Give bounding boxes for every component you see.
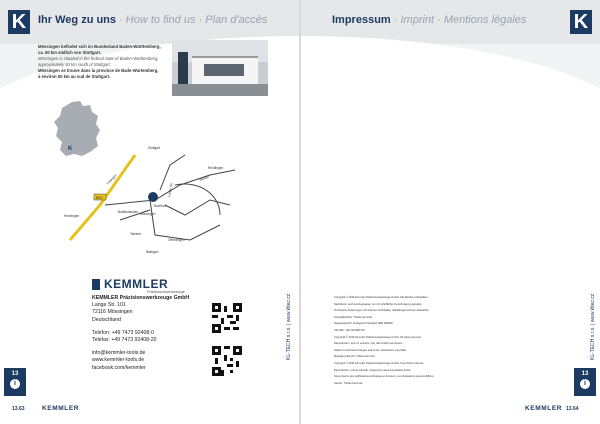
imprint-paragraph: Copyright © 2016 Kemmler Präzisionswerkzeuge GmbH. Alle Rechte vorbehalten. [334, 296, 429, 299]
chapter-number: 13 [11, 371, 19, 377]
title-main: Impressum [332, 14, 391, 26]
footer-brand: KEMMLER [525, 405, 563, 412]
location-intro [38, 44, 168, 80]
intro-en-2: approximately 50 km south of Stuttgart. [38, 62, 111, 67]
imprint-paragraph: Managing director: Tobias Kemmler [334, 355, 375, 359]
map-label-belsen: Belsen [198, 174, 210, 182]
map-label-reutlingen: Reutlingen [208, 166, 224, 170]
vertical-url: KL-TECH s.r.o. | www.kltec.cz [590, 293, 596, 360]
company-email-link[interactable]: info@kemmler-tools.de [92, 350, 146, 357]
map-label-bahnhof: Bahnhof [154, 204, 166, 208]
imprint-paragraph: Copyright © 2016 Kemmler Präzisionswerkzeuge GmbH. Tous droits réservés. [334, 361, 425, 365]
location-pin-icon [148, 192, 158, 202]
imprint-paragraph: Reproduction, même partielle, uniquement avec autorisation écrite. [334, 368, 411, 372]
page-number: 13.63 [12, 406, 25, 412]
map-label-b27: B27 [96, 195, 104, 200]
company-name: KEMMLER Präzisionswerkzeuge GmbH [92, 295, 190, 301]
kemmler-mark-icon [92, 279, 100, 290]
svg-text:K: K [68, 146, 73, 152]
company-fax: Telefax: +49 7473 92408-20 [92, 337, 157, 344]
spine-divider [299, 0, 301, 424]
footer-brand: KEMMLER [42, 405, 80, 412]
company-facebook-link[interactable]: facebook.com/kemmler [92, 364, 146, 371]
intro-en-1: Mössingen is situated in the federal state of Baden-Württemberg, [38, 56, 159, 61]
map-label-moessingen: Mössingen [140, 212, 156, 216]
brand-name: KEMMLER [104, 277, 169, 291]
brand-tagline: Präzisionswerkzeuge [147, 289, 185, 294]
info-icon: i [10, 379, 20, 389]
page-title [38, 14, 267, 26]
intro-de-2: ca. 50 km südlich von Stuttgart. [38, 50, 102, 55]
page-title [332, 14, 526, 26]
map-label-ofterdingen: Ofterdingen [168, 238, 185, 242]
company-address [92, 295, 189, 372]
imprint-paragraph: Nachdruck, auch auszugsweise, nur mit schriftlicher Genehmigung gestattet. [334, 302, 423, 306]
imprint-paragraph: Copyright © 2016 Kemmler Präzisionswerkzeuge GmbH. All rights reserved. [334, 335, 422, 339]
brand-logo-icon: K [8, 10, 30, 34]
info-icon: i [580, 379, 590, 389]
map-label-balingen: Balingen [146, 250, 159, 254]
chapter-tab[interactable] [4, 368, 26, 396]
title-sub: · Imprint · Mentions légales [390, 14, 527, 26]
page-number: 13.64 [566, 406, 579, 412]
qr-code-contact-icon [212, 303, 242, 333]
company-street: Lange Str. 101 [92, 302, 126, 309]
map-label-lange-str: Lange Str. [167, 182, 174, 198]
map-label-talheim: Talheim [130, 232, 141, 236]
directions-map [60, 145, 250, 255]
company-city: 72116 Mössingen [92, 309, 133, 316]
title-main: Ihr Weg zu uns [38, 14, 117, 26]
vertical-url: KL-TECH s.r.o. | www.kltec.cz [286, 293, 292, 360]
intro-de-1: Mössingen befindet sich im Bundesland Baden-Württemberg, [38, 44, 161, 49]
imprint-paragraph: USt-IdNr.: DE 145 868 297 [334, 328, 365, 332]
right-page [300, 0, 600, 424]
chapter-tab[interactable] [574, 368, 596, 396]
map-label-tuebingen: Tübingen [105, 173, 118, 186]
imprint-paragraph: Gérant : Tobias Kemmler [334, 381, 363, 385]
title-sub: · How to find us · Plan d'accès [116, 14, 268, 26]
intro-fr-1: Mössingen se trouve dans la province de Bade-Wurtemberg, [38, 68, 159, 73]
imprint-paragraph: Technische Änderungen und Irrtümer vorbehalten. Abbildungen können abweichen. [334, 309, 430, 313]
intro-fr-2: à environ 50 km au sud de Stuttgart. [38, 74, 111, 79]
map-label-bodelshausen: Bodelshausen [118, 210, 139, 214]
imprint-paragraph: Subject to technical changes and errors. Illustrations may differ. [334, 348, 407, 352]
qr-code-web-icon [212, 346, 242, 376]
company-building-photo [172, 40, 268, 96]
imprint-paragraph: Reproduction, even in extracts, only with written permission. [334, 342, 403, 346]
map-label-stuttgart: Stuttgart [148, 146, 161, 150]
company-web-link[interactable]: www.kemmler-tools.de [92, 357, 145, 364]
imprint-text [334, 296, 564, 388]
brand-logo-icon: K [570, 10, 592, 34]
company-phone: Telefon: +49 7473 92408-0 [92, 329, 154, 336]
imprint-paragraph: Registergericht: Amtsgericht Stuttgart HRB 382039 [334, 322, 393, 326]
imprint-paragraph: Sous réserve de modifications techniques et d'erreurs. Les illustrations peuvent différer. [334, 375, 435, 379]
company-country: Deutschland [92, 316, 121, 323]
imprint-paragraph: Geschäftsführer: Tobias Kemmler [334, 315, 373, 319]
chapter-number: 13 [581, 371, 589, 377]
map-label-hechingen: Hechingen [64, 214, 80, 218]
